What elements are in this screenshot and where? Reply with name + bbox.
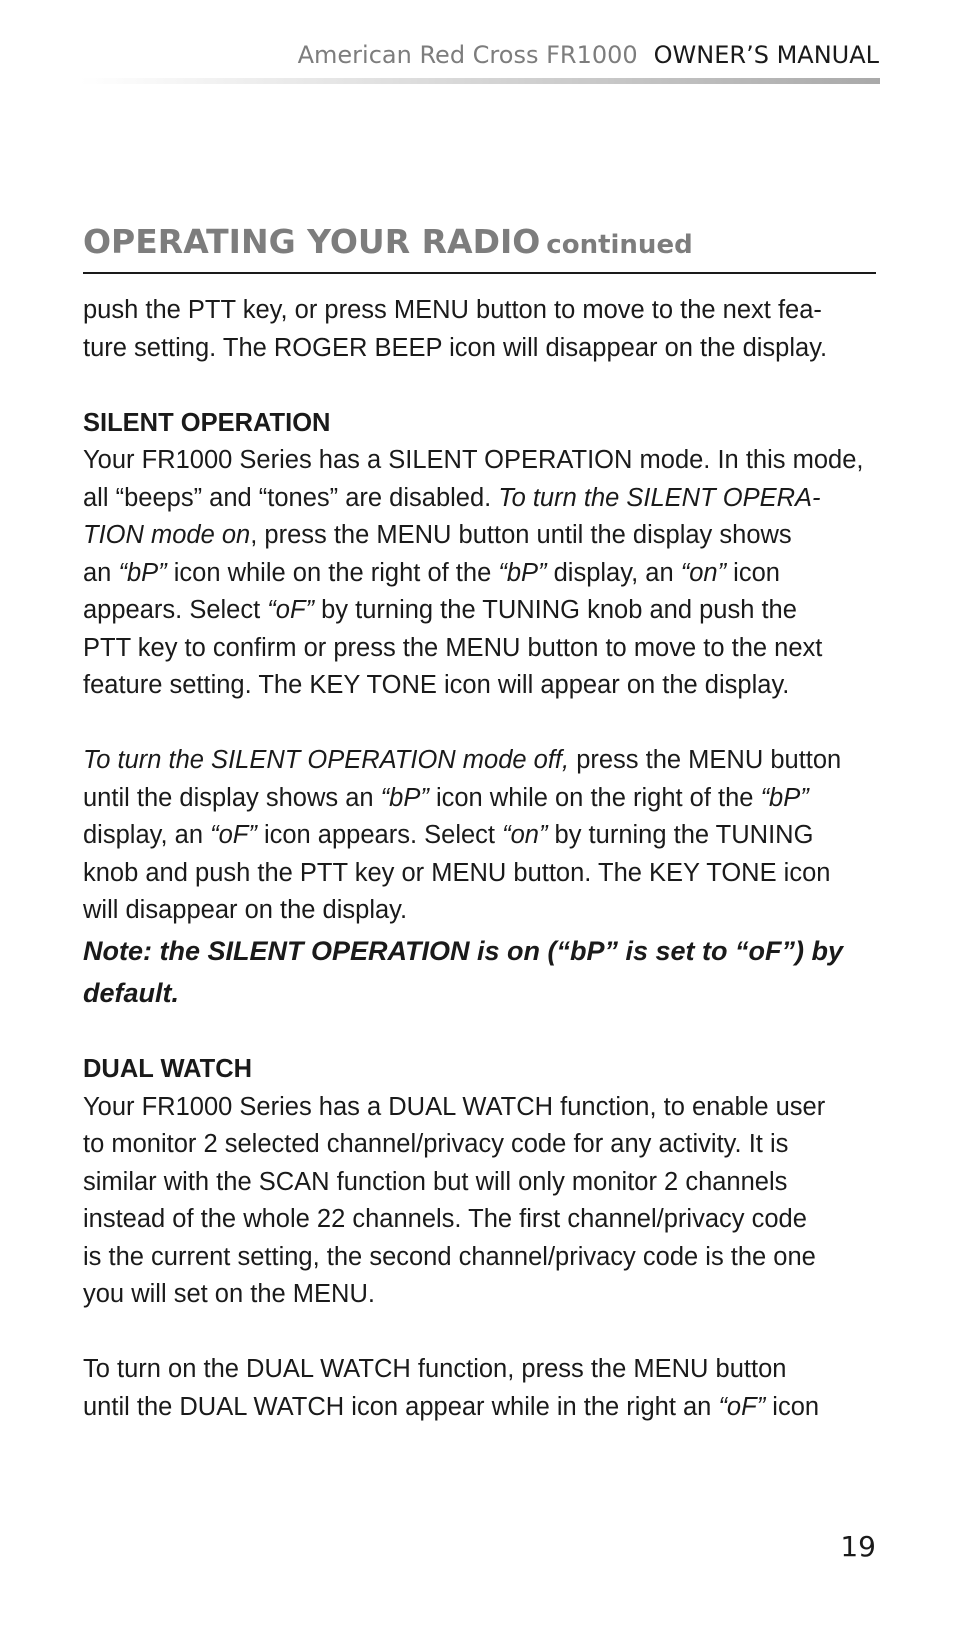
text-span: feature setting. The KEY TONE icon will appear on the display. bbox=[83, 671, 790, 699]
text-line: instead of the whole 22 channels. The first channel/privacy code bbox=[83, 1205, 807, 1233]
text-span: icon while on the right of the bbox=[428, 783, 761, 812]
text-span: appears. Select bbox=[83, 596, 268, 624]
text-span: all “beeps” and “tones” are disabled. bbox=[83, 483, 499, 512]
section-title-text: OPERATING YOUR RADIO bbox=[83, 222, 541, 261]
text-line: default. bbox=[83, 977, 180, 1008]
text-line: is the current setting, the second channel/privacy code is the one bbox=[83, 1242, 816, 1271]
paragraph-dual-watch bbox=[83, 1089, 883, 1314]
section-title-rule bbox=[83, 272, 876, 274]
page-header bbox=[298, 40, 879, 70]
page-content bbox=[83, 292, 883, 1426]
page-number: 19 bbox=[840, 1530, 876, 1563]
note-default-setting bbox=[83, 930, 883, 1014]
text-span: Your FR1000 Series has a SILENT OPERATION mode. In this mode, bbox=[83, 446, 864, 474]
text-span: icon bbox=[765, 1392, 820, 1421]
text-italic: TION mode on bbox=[83, 521, 251, 549]
text-span: display, an bbox=[546, 558, 681, 587]
text-italic: “on” bbox=[680, 558, 727, 587]
text-italic: “oF” bbox=[267, 596, 315, 624]
paragraph-dual-watch-on bbox=[83, 1351, 883, 1426]
text-line: you will set on the MENU. bbox=[83, 1280, 375, 1308]
text-line: push the PTT key, or press MENU button to move to the next fea- bbox=[83, 296, 822, 324]
text-line: Your FR1000 Series has a DUAL WATCH function, to enable user bbox=[83, 1092, 826, 1121]
text-span: icon while on the right of the bbox=[166, 558, 499, 587]
text-italic: “on” bbox=[502, 821, 548, 849]
paragraph-silent-operation-off bbox=[83, 742, 883, 930]
text-span: will disappear on the display. bbox=[83, 896, 408, 924]
text-italic: To turn the SILENT OPERA- bbox=[498, 483, 821, 512]
header-manual-title: OWNER’S MANUAL bbox=[653, 41, 879, 69]
text-span: To turn on the DUAL WATCH function, press the MENU button bbox=[83, 1355, 787, 1383]
section-title bbox=[83, 222, 693, 265]
section-title-continued: continued bbox=[546, 230, 693, 260]
text-line: similar with the SCAN function but will only monitor 2 channels bbox=[83, 1167, 788, 1196]
text-span: icon appears. Select bbox=[256, 821, 503, 849]
heading-silent-operation: SILENT OPERATION bbox=[83, 408, 331, 437]
text-span: an bbox=[83, 558, 119, 587]
heading-dual-watch: DUAL WATCH bbox=[83, 1055, 253, 1083]
text-span: PTT key to confirm or press the MENU button to move to the next bbox=[83, 633, 823, 662]
text-span: until the display shows an bbox=[83, 783, 381, 812]
text-span: , press the MENU button until the display shows bbox=[250, 521, 792, 549]
text-span: by turning the TUNING knob and push the bbox=[314, 596, 797, 624]
text-italic: “bP” bbox=[380, 783, 429, 812]
header-brand: American Red Cross FR1000 bbox=[297, 41, 638, 69]
text-italic: “oF” bbox=[210, 821, 257, 849]
text-span: by turning the TUNING bbox=[547, 821, 814, 849]
text-line: Note: the SILENT OPERATION is on (“bP” is set to “oF”) by bbox=[83, 935, 844, 966]
text-span: display, an bbox=[83, 821, 211, 849]
header-rule bbox=[80, 78, 880, 84]
text-span: until the DUAL WATCH icon appear while in the right an bbox=[83, 1392, 719, 1421]
text-italic: To turn the SILENT OPERATION mode off, bbox=[83, 746, 570, 774]
text-span: press the MENU button bbox=[569, 746, 842, 774]
paragraph-roger-beep bbox=[83, 292, 883, 367]
text-italic: “bP” bbox=[760, 783, 809, 812]
text-line: to monitor 2 selected channel/privacy code for any activity. It is bbox=[83, 1130, 789, 1158]
text-line: ture setting. The ROGER BEEP icon will disappear on the display. bbox=[83, 333, 828, 362]
text-italic: “oF” bbox=[718, 1392, 766, 1421]
paragraph-silent-operation-on bbox=[83, 442, 883, 705]
text-italic: “bP” bbox=[498, 558, 547, 587]
text-span: icon bbox=[726, 558, 780, 587]
text-span: knob and push the PTT key or MENU button. The KEY TONE icon bbox=[83, 858, 831, 887]
text-italic: “bP” bbox=[118, 558, 167, 587]
